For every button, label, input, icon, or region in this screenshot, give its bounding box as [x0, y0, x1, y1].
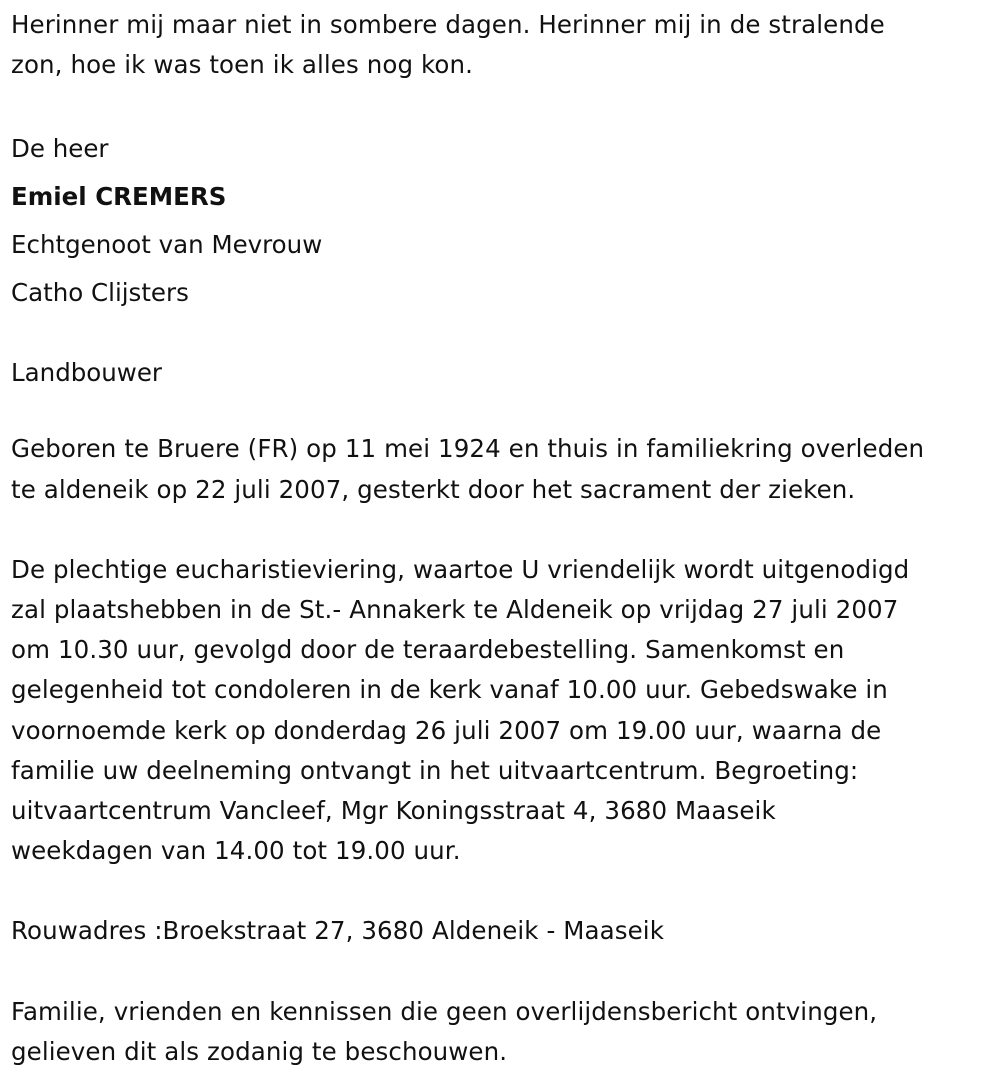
ceremony-line: weekdagen van 14.00 tot 19.00 uur.: [11, 836, 461, 866]
occupation: Landbouwer: [11, 358, 162, 388]
spacer: [11, 510, 1000, 550]
ceremony-line: gelegenheid tot condoleren in de kerk vanaf 10.00 uur. Gebedswake in: [11, 675, 888, 705]
birth-death-paragraph: [11, 429, 1000, 509]
poem-line: Herinner mij maar niet in sombere dagen. Herinner mij in de stralende: [11, 10, 885, 39]
ceremony-line: uitvaartcentrum Vancleef, Mgr Koningsstraat 4, 3680 Maaseik: [11, 796, 776, 826]
spacer: [11, 317, 1000, 349]
ceremony-line: voornoemde kerk op donderdag 26 juli 2007 om 19.00 uur, waarna de: [11, 715, 882, 745]
spacer: [11, 85, 1000, 125]
ceremony-line: De plechtige eucharistieviering, waartoe U vriendelijk wordt uitgenodigd: [11, 554, 910, 584]
mourning-address: Rouwadres :Broekstraat 27, 3680 Aldeneik - Maaseik: [11, 916, 665, 946]
spacer: [11, 397, 1000, 429]
salutation: De heer: [11, 134, 109, 164]
ceremony-line: zal plaatshebben in de St.- Annakerk te Aldeneik op vrijdag 27 juli 2007: [11, 595, 899, 625]
notice-line: gelieven dit als zodanig te beschouwen.: [11, 1036, 508, 1066]
birth-death-line: te aldeneik op 22 juli 2007, gesterkt door het sacrament der zieken.: [11, 474, 856, 504]
deceased-name: Emiel CREMERS: [11, 182, 227, 212]
poem-line: zon, hoe ik was toen ik alles nog kon.: [11, 50, 474, 80]
notice-line: Familie, vrienden en kennissen die geen overlijdensbericht ontvingen,: [11, 996, 878, 1026]
spacer: [11, 952, 1000, 992]
notice-paragraph: [11, 992, 1000, 1072]
spouse-line: Catho Clijsters: [11, 278, 189, 308]
spacer: [11, 871, 1000, 911]
ceremony-line: familie uw deelneming ontvangt in het uitvaartcentrum. Begroeting:: [11, 755, 859, 785]
birth-death-line: Geboren te Bruere (FR) op 11 mei 1924 en thuis in familiekring overleden: [11, 434, 925, 464]
ceremony-paragraph: [11, 550, 1000, 872]
ceremony-line: om 10.30 uur, gevolgd door de teraardebestelling. Samenkomst en: [11, 635, 845, 665]
spouse-line: Echtgenoot van Mevrouw: [11, 230, 323, 260]
poem-paragraph: [11, 5, 1000, 85]
